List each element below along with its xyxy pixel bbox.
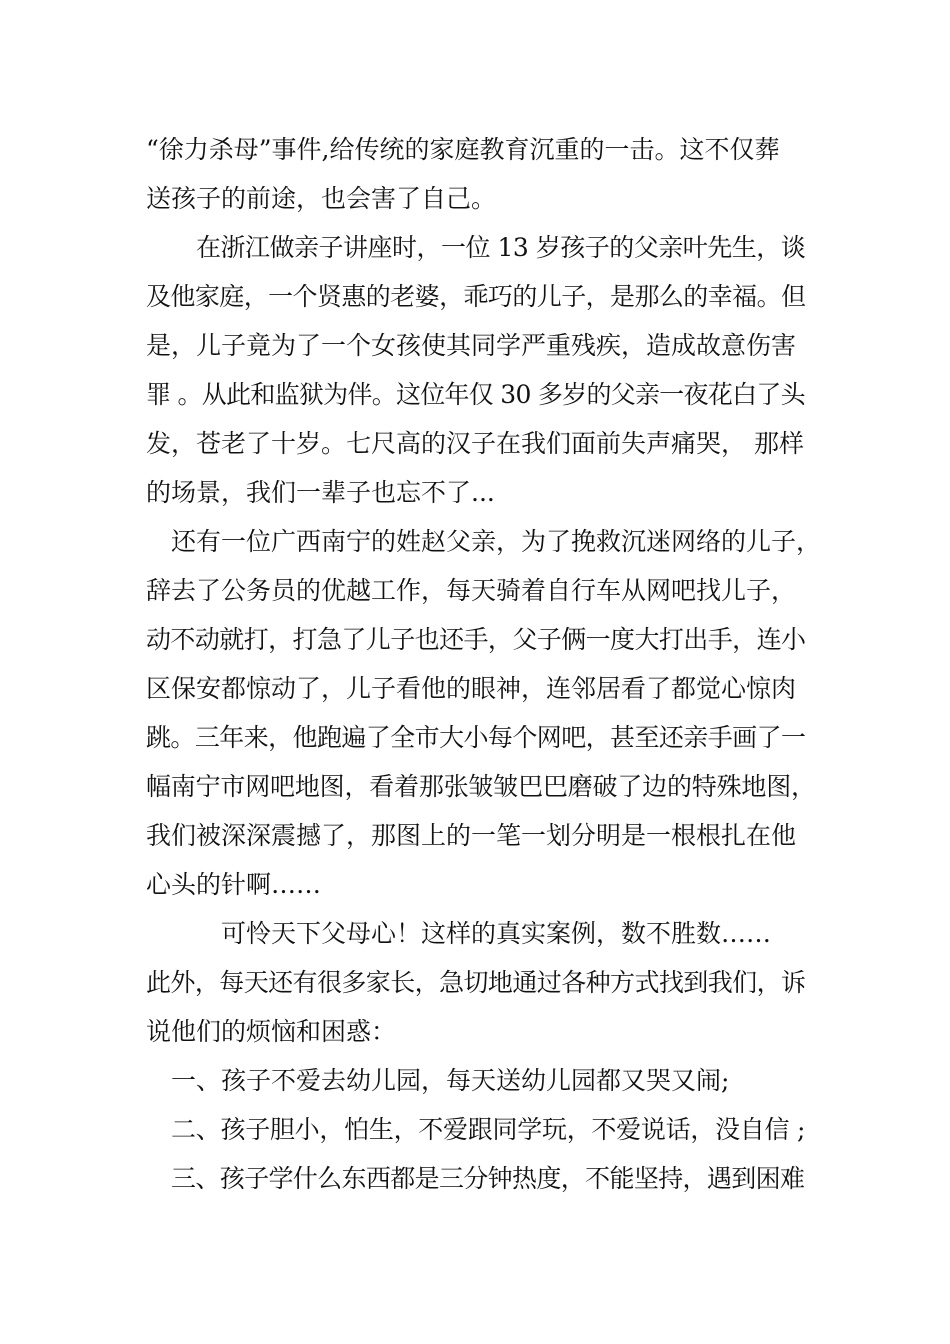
text-line: 在浙江做亲子讲座时，一位 13 岁孩子的父亲叶先生，谈 [196,233,806,262]
text-line: 动不动就打，打急了儿子也还手，父子俩一度大打出手，连小 [146,625,806,654]
text-line: 的场景，我们一辈子也忘不了... [146,478,495,507]
text-line: 我们被深深震撼了，那图上的一笔一划分明是一根根扎在他 [146,821,797,850]
text-line: 还有一位广西南宁的姓赵父亲，为了挽救沉迷网络的儿子， [171,527,822,556]
text-line: 辞去了公务员的优越工作，每天骑着自行车从网吧找儿子， [146,576,797,605]
text-line: 罪 。从此和监狱为伴。这位年仅 30 多岁的父亲一夜花白了头 [146,380,805,409]
text-line: 跳。三年来，他跑遍了全市大小每个网吧，甚至还亲手画了一 [146,723,806,752]
text-line: 二、孩子胆小，怕生，不爱跟同学玩，不爱说话，没自信 ; [171,1115,806,1144]
text-line: 三、孩子学什么东西都是三分钟热度，不能坚持，遇到困难 [171,1164,805,1193]
text-line: 区保安都惊动了，儿子看他的眼神，连邻居看了都觉心惊肉 [146,674,797,703]
text-line: 发，苍老了十岁。七尺高的汉子在我们面前失声痛哭， 那样 [146,429,804,458]
text-line: “徐力杀母”事件,给传统的家庭教育沉重的一击。这不仅葬 [146,135,780,164]
text-line: 心头的针啊…… [146,870,322,899]
text-line: 说他们的烦恼和困惑： [146,1017,397,1046]
text-line: 是，儿子竟为了一个女孩使其同学严重残疾，造成故意伤害 [146,331,797,360]
text-line: 此外，每天还有很多家长，急切地通过各种方式找到我们，诉 [146,968,806,997]
text-line: 一、孩子不爱去幼儿园，每天送幼儿园都又哭又闹; [171,1066,730,1095]
text-line: 可怜天下父母心！这样的真实案例，数不胜数…… [221,919,772,948]
text-line: 送孩子的前途，也会害了自己。 [146,184,497,213]
text-line: 及他家庭，一个贤惠的老婆，乖巧的儿子，是那么的幸福。但 [146,282,806,311]
text-line: 幅南宁市网吧地图，看着那张皱皱巴巴磨破了边的特殊地图， [146,772,816,801]
